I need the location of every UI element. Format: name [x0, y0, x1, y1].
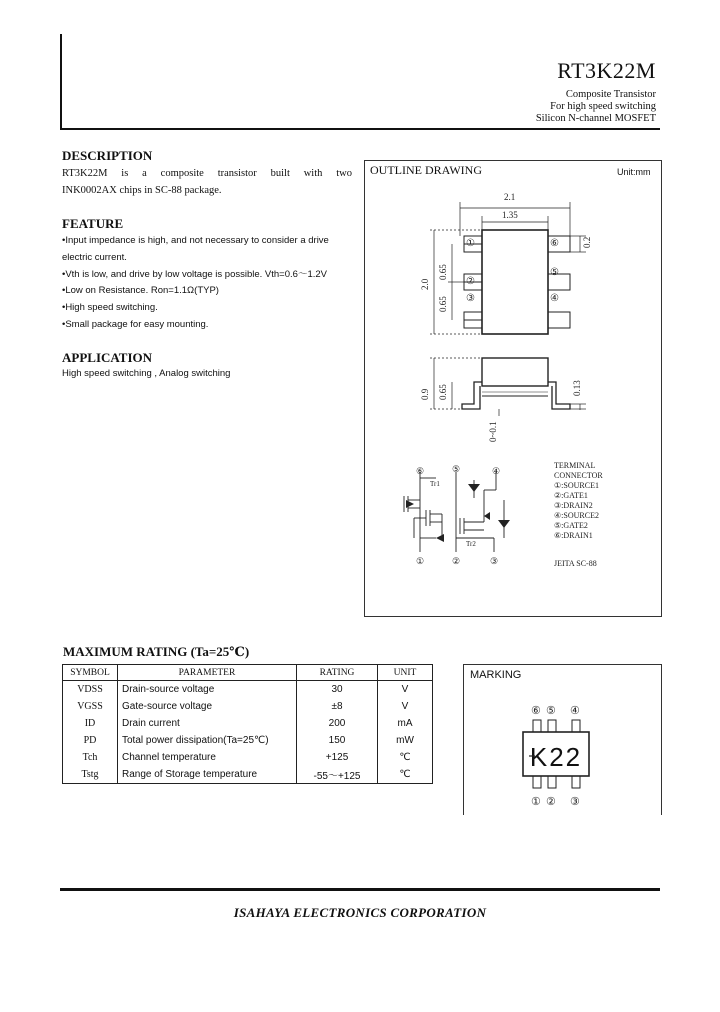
table-header-row: [63, 665, 433, 681]
marking-pin: ⑥: [531, 705, 541, 717]
dimension-lines-top: [430, 202, 586, 334]
transistor-label: Tr2: [466, 540, 476, 548]
cell-unit: V: [401, 701, 409, 712]
max-rating-table: [62, 664, 433, 784]
cell-parameter: Total power dissipation(Ta=25℃): [118, 732, 297, 749]
part-number: RT3K22M: [557, 58, 656, 83]
cell-symbol: ID: [63, 715, 118, 732]
cell-symbol: Tstg: [63, 766, 118, 784]
schematic-pin: ④: [492, 466, 501, 476]
schematic-pin: ③: [490, 556, 499, 566]
marking-pin: ④: [570, 705, 580, 717]
pin-label: ④: [550, 293, 559, 304]
transistor-label: Tr1: [430, 480, 440, 488]
marking-lead: [572, 776, 580, 788]
header-bottom-rule: [60, 128, 660, 130]
cell-unit: V: [401, 684, 409, 695]
pin-label: ①: [466, 238, 475, 249]
terminal-title: TERMINAL: [554, 461, 596, 470]
table-row: [63, 715, 433, 732]
description-line-1: RT3K22M is a composite transistor built with two: [62, 168, 352, 179]
application-text: High speed switching , Analog switching: [62, 368, 231, 379]
subtitle: [536, 89, 656, 125]
feature-item: •High speed switching.: [62, 302, 158, 314]
cell-rating: 200: [297, 715, 378, 732]
terminal-connector-list: [554, 461, 603, 568]
cell-rating: -55～+125: [297, 766, 378, 784]
description-line-2: INK0002AX chips in SC-88 package.: [62, 185, 222, 196]
package-standard: JEITA SC-88: [554, 559, 597, 568]
dim-width-total: 2.1: [504, 192, 516, 202]
terminal-item: ②:GATE1: [554, 491, 588, 500]
dim-standoff: 0.65: [438, 384, 448, 400]
cell-parameter: Drain-source voltage: [118, 681, 297, 699]
header-left-rule: [60, 34, 62, 130]
marking-pin: ③: [570, 796, 580, 808]
dim-pitch-a: 0.65: [438, 264, 448, 280]
feature-item: •Low on Resistance. Ron=1.1Ω(TYP): [62, 285, 219, 297]
table-row: [63, 766, 433, 784]
outline-title: OUTLINE DRAWING: [370, 163, 483, 177]
dimension-lines-side: [430, 358, 586, 416]
right-leads: [548, 236, 570, 328]
marking-pin: ②: [546, 796, 556, 808]
dim-lead-width: 0.2: [582, 236, 592, 248]
marking-lead: [533, 720, 541, 732]
cell-symbol: Tch: [63, 749, 118, 766]
company-name: ISAHAYA ELECTRONICS CORPORATION: [233, 905, 487, 920]
cell-unit: ℃: [378, 766, 433, 784]
marking-lead: [548, 720, 556, 732]
unit-label: Unit:mm: [617, 167, 651, 177]
col-unit: UNIT: [378, 665, 433, 681]
subtitle-line-3: Silicon N-channel MOSFET: [535, 113, 656, 124]
feature-item: electric current.: [62, 251, 127, 263]
schematic-pin: ①: [416, 556, 425, 566]
marking-code: K22: [529, 742, 583, 772]
application-title: APPLICATION: [62, 350, 153, 365]
schematic-pin: ⑤: [452, 464, 461, 474]
cell-parameter: Gate-source voltage: [118, 698, 297, 715]
cell-unit: ℃: [399, 752, 411, 763]
footer-rule: [60, 888, 660, 891]
cell-rating: ±8: [297, 698, 378, 715]
cell-parameter: Channel temperature: [118, 749, 297, 766]
col-parameter: PARAMETER: [118, 665, 297, 681]
cell-parameter: Drain current: [118, 715, 297, 732]
terminal-item: ④:SOURCE2: [554, 511, 599, 520]
cell-symbol: VDSS: [63, 681, 118, 699]
col-rating: RATING: [297, 665, 378, 681]
terminal-item: ③:DRAIN2: [554, 501, 593, 510]
cell-rating: +125: [297, 749, 378, 766]
terminal-item: ①:SOURCE1: [554, 481, 599, 490]
table-row: [63, 749, 433, 766]
description-title: DESCRIPTION: [62, 148, 153, 163]
feature-item: •Input impedance is high, and not necessary to consider a drive: [62, 235, 329, 246]
feature-list: [62, 233, 329, 334]
cell-symbol: VGSS: [63, 698, 118, 715]
cell-symbol: PD: [63, 732, 118, 749]
subtitle-line-2: For high speed switching: [550, 101, 656, 112]
cell-rating: 150: [297, 732, 378, 749]
schematic-pin: ②: [452, 556, 461, 566]
pin-label: ⑤: [550, 267, 559, 278]
cell-parameter: Range of Storage temperature: [118, 766, 297, 784]
col-symbol: SYMBOL: [63, 665, 118, 681]
cell-unit: mA: [397, 718, 413, 729]
outline-drawing: [364, 160, 662, 617]
dim-body-length: 2.0: [420, 278, 430, 290]
max-rating-title: MAXIMUM RATING (Ta=25℃): [63, 644, 250, 659]
dim-clearance: 0~0.1: [488, 421, 498, 442]
pin-label: ⑥: [550, 238, 559, 249]
marking-pin: ⑤: [546, 705, 556, 717]
feature-item: •Small package for easy mounting.: [62, 318, 209, 330]
marking-lead: [572, 720, 580, 732]
table-row: [63, 732, 433, 749]
package-side-view: [462, 358, 570, 409]
pin-label: ②: [466, 276, 475, 287]
dim-height: 0.9: [420, 388, 430, 400]
dim-pitch-b: 0.65: [438, 296, 448, 312]
feature-title: FEATURE: [62, 216, 124, 231]
feature-item: •Vth is low, and drive by low voltage is possible. Vth=0.6～1.2V: [62, 268, 327, 280]
cell-rating: 30: [297, 681, 378, 699]
marking-drawing: [463, 664, 662, 816]
table-row: [63, 698, 433, 715]
terminal-item: ⑥:DRAIN1: [554, 531, 593, 540]
cell-unit: mW: [396, 735, 414, 746]
dim-lead-thickness: 0.13: [572, 380, 582, 396]
terminal-subtitle: CONNECTOR: [554, 471, 603, 480]
table-row: [63, 681, 433, 699]
schematic-diodes: [406, 484, 510, 542]
terminal-item: ⑤:GATE2: [554, 521, 588, 530]
dim-body-width: 1.35: [502, 210, 518, 220]
package-body-top-view: [482, 230, 548, 334]
marking-title: MARKING: [470, 669, 522, 681]
internal-schematic: [404, 472, 504, 552]
pin-label: ③: [466, 293, 475, 304]
marking-lead: [548, 776, 556, 788]
subtitle-line-1: Composite Transistor: [565, 89, 656, 100]
marking-lead: [533, 776, 541, 788]
marking-pin: ①: [531, 796, 541, 808]
schematic-pin: ⑥: [416, 466, 425, 476]
